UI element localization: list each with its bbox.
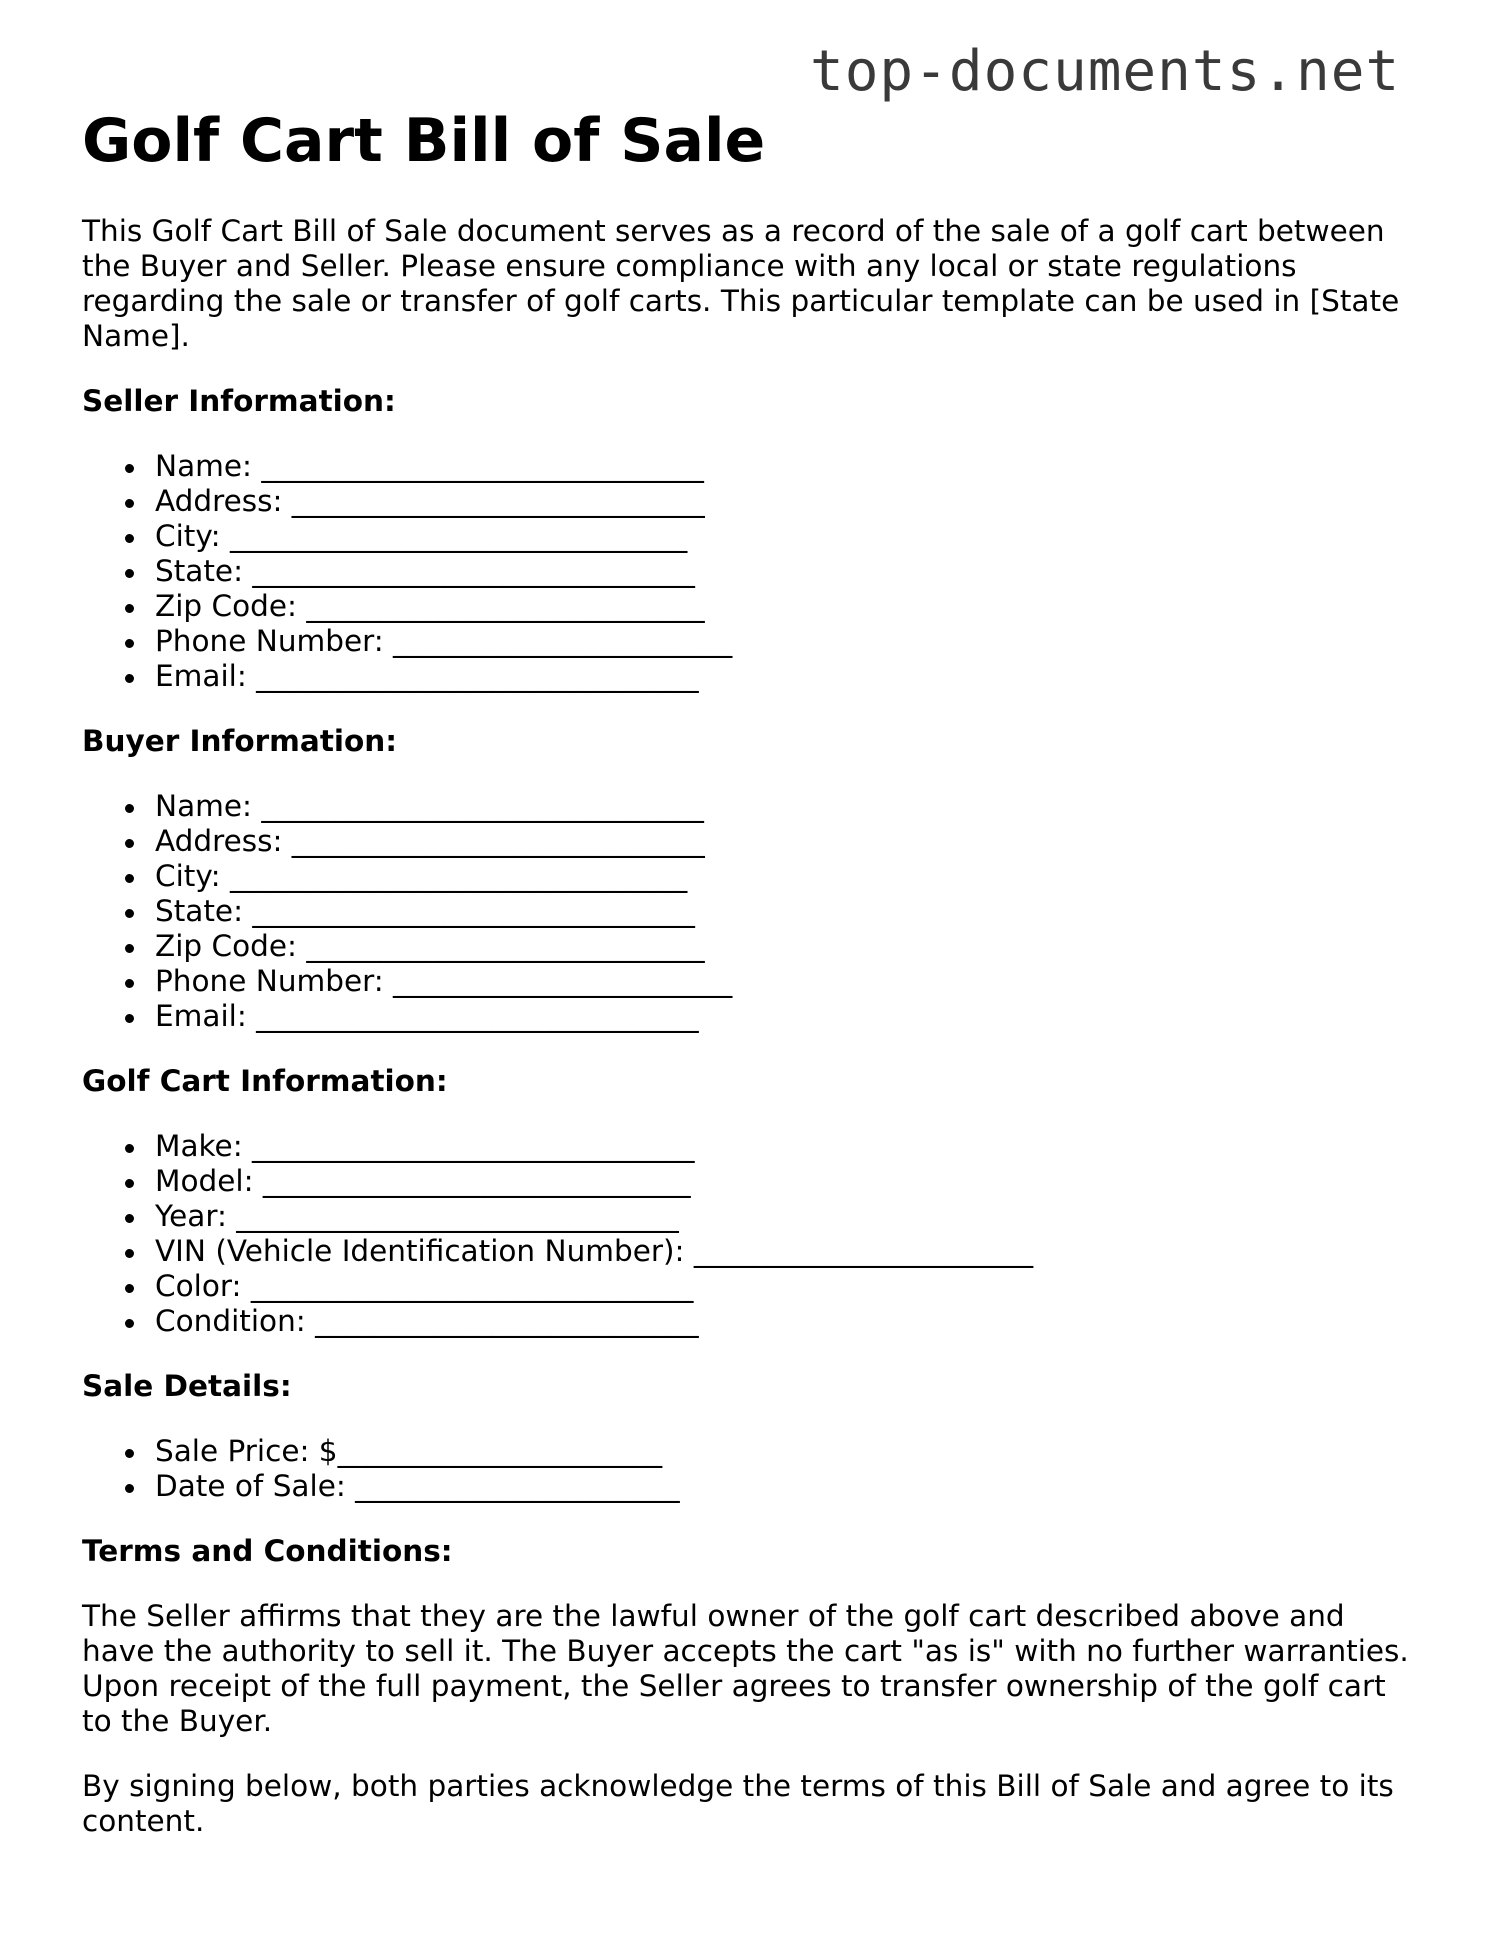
- sale-heading: Sale Details:: [82, 1369, 292, 1403]
- cart-model-field[interactable]: Model: _____________________________: [155, 1164, 1412, 1199]
- cart-vin-field[interactable]: VIN (Vehicle Identification Number): _______________________: [155, 1234, 1412, 1269]
- seller-address-field[interactable]: Address: ____________________________: [155, 484, 1412, 519]
- document-title: Golf Cart Bill of Sale: [82, 106, 766, 176]
- watermark: top-documents.net: [810, 39, 1401, 104]
- buyer-name-field[interactable]: Name: ______________________________: [155, 789, 1412, 824]
- buyer-heading: Buyer Information:: [82, 724, 398, 758]
- buyer-email-field[interactable]: Email: ______________________________: [155, 999, 1412, 1034]
- buyer-address-field[interactable]: Address: ____________________________: [155, 824, 1412, 859]
- buyer-state-field[interactable]: State: ______________________________: [155, 894, 1412, 929]
- cart-year-field[interactable]: Year: ______________________________: [155, 1199, 1412, 1234]
- seller-zip-field[interactable]: Zip Code: ___________________________: [155, 589, 1412, 624]
- sale-price-field[interactable]: Sale Price: $______________________: [155, 1434, 1412, 1469]
- terms-heading: Terms and Conditions:: [82, 1534, 453, 1568]
- cart-color-field[interactable]: Color: ______________________________: [155, 1269, 1412, 1304]
- sale-date-field[interactable]: Date of Sale: ______________________: [155, 1469, 1412, 1504]
- seller-email-field[interactable]: Email: ______________________________: [155, 659, 1412, 694]
- seller-city-field[interactable]: City: _______________________________: [155, 519, 1412, 554]
- cart-condition-field[interactable]: Condition: __________________________: [155, 1304, 1412, 1339]
- buyer-zip-field[interactable]: Zip Code: ___________________________: [155, 929, 1412, 964]
- buyer-city-field[interactable]: City: _______________________________: [155, 859, 1412, 894]
- cart-fields: [82, 1129, 1412, 1339]
- intro-paragraph: This Golf Cart Bill of Sale document serves as a record of the sale of a golf cart between the Buyer and Seller. Please ensure compliance with any local or state regulations regarding the sale or transfer of golf carts. This particular template can be used in [State Name].: [82, 214, 1400, 353]
- cart-heading: Golf Cart Information:: [82, 1064, 448, 1098]
- seller-heading: Seller Information:: [82, 384, 396, 418]
- seller-state-field[interactable]: State: ______________________________: [155, 554, 1412, 589]
- sale-fields: [82, 1434, 1412, 1504]
- seller-name-field[interactable]: Name: ______________________________: [155, 449, 1412, 484]
- seller-fields: [82, 449, 1412, 694]
- terms-paragraph: The Seller affirms that they are the lawful owner of the golf cart described above and have the authority to sell it. The Buyer accepts the cart "as is" with no further warranties. Upon receipt of the full payment, the Seller agrees to transfer ownership of the golf cart to the Buyer.: [82, 1599, 1409, 1738]
- document-body: [82, 100, 1412, 1839]
- buyer-fields: [82, 789, 1412, 1034]
- cart-make-field[interactable]: Make: ______________________________: [155, 1129, 1412, 1164]
- seller-phone-field[interactable]: Phone Number: _______________________: [155, 624, 1412, 659]
- acknowledgement-paragraph: By signing below, both parties acknowledge the terms of this Bill of Sale and agree to its content.: [82, 1769, 1394, 1838]
- buyer-phone-field[interactable]: Phone Number: _______________________: [155, 964, 1412, 999]
